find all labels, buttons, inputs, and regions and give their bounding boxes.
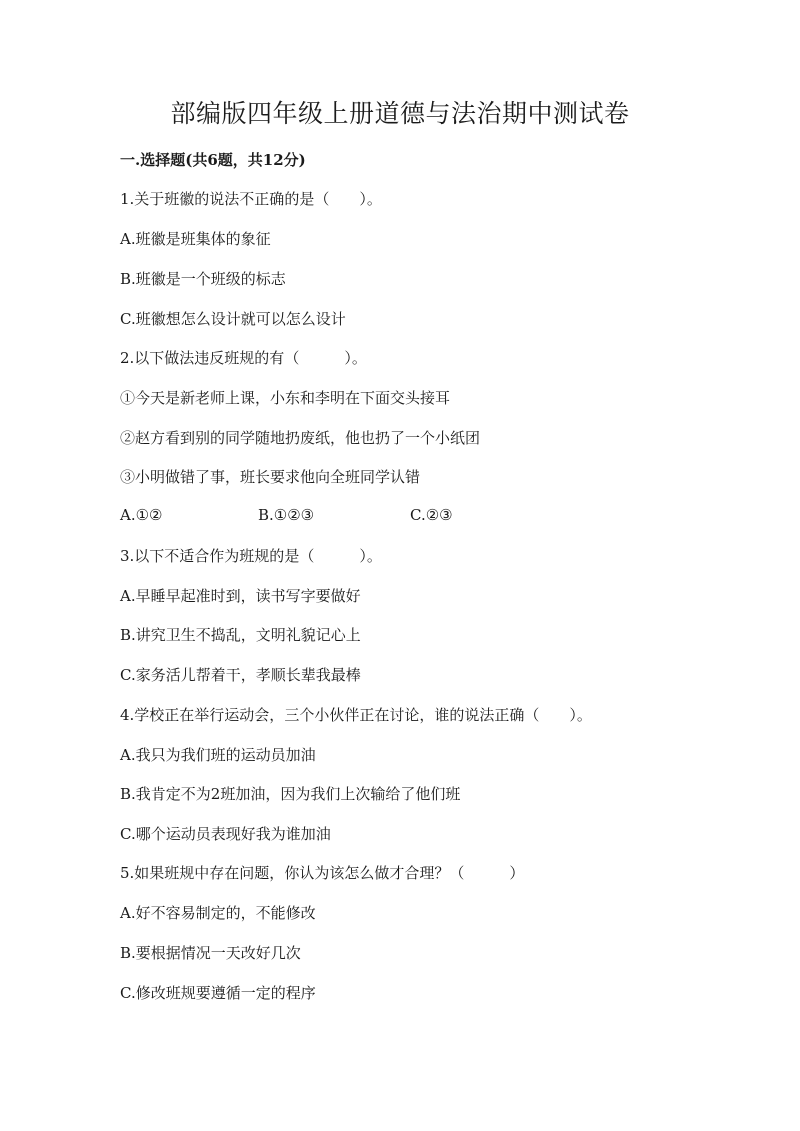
question-1-stem: 1.关于班徽的说法不正确的是（ ）。 <box>120 190 382 208</box>
question-4-option-a: A.我只为我们班的运动员加油 <box>120 746 316 764</box>
question-3-stem: 3.以下不适合作为班规的是（ ）。 <box>120 547 382 565</box>
question-2-option-a: A.①② <box>120 506 163 524</box>
question-4-option-b: B.我肯定不为2班加油，因为我们上次输给了他们班 <box>120 785 461 803</box>
question-2-stem: 2.以下做法违反班规的有（ ）。 <box>120 349 367 367</box>
question-2-statement-1: ①今天是新老师上课，小东和李明在下面交头接耳 <box>120 389 451 407</box>
question-2-statement-3: ③小明做错了事，班长要求他向全班同学认错 <box>120 468 421 486</box>
question-4-option-c: C.哪个运动员表现好我为谁加油 <box>120 825 331 843</box>
question-5-option-c: C.修改班规要遵循一定的程序 <box>120 984 316 1002</box>
question-3-option-c: C.家务活儿帮着干，孝顺长辈我最棒 <box>120 666 361 684</box>
question-2-option-b: B.①②③ <box>258 506 315 524</box>
question-3-option-a: A.早睡早起准时到，读书写字要做好 <box>120 587 361 605</box>
question-2-statement-2: ②赵方看到别的同学随地扔废纸，他也扔了一个小纸团 <box>120 429 481 447</box>
question-5-option-a: A.好不容易制定的，不能修改 <box>120 904 316 922</box>
question-4-stem: 4.学校正在举行运动会，三个小伙伴正在讨论，谁的说法正确（ ）。 <box>120 706 592 724</box>
page-title: 部编版四年级上册道德与法治期中测试卷 <box>170 99 630 128</box>
question-3-option-b: B.讲究卫生不捣乱，文明礼貌记心上 <box>120 626 361 644</box>
question-1-option-a: A.班徽是班集体的象征 <box>120 230 271 248</box>
question-1-option-b: B.班徽是一个班级的标志 <box>120 270 286 288</box>
question-5-option-b: B.要根据情况一天改好几次 <box>120 944 301 962</box>
question-2-option-c: C.②③ <box>410 506 453 524</box>
question-1-option-c: C.班徽想怎么设计就可以怎么设计 <box>120 310 346 328</box>
section-heading: 一.选择题(共6题，共12分) <box>120 151 306 169</box>
question-5-stem: 5.如果班规中存在问题，你认为该怎么做才合理？（ ） <box>120 864 525 882</box>
